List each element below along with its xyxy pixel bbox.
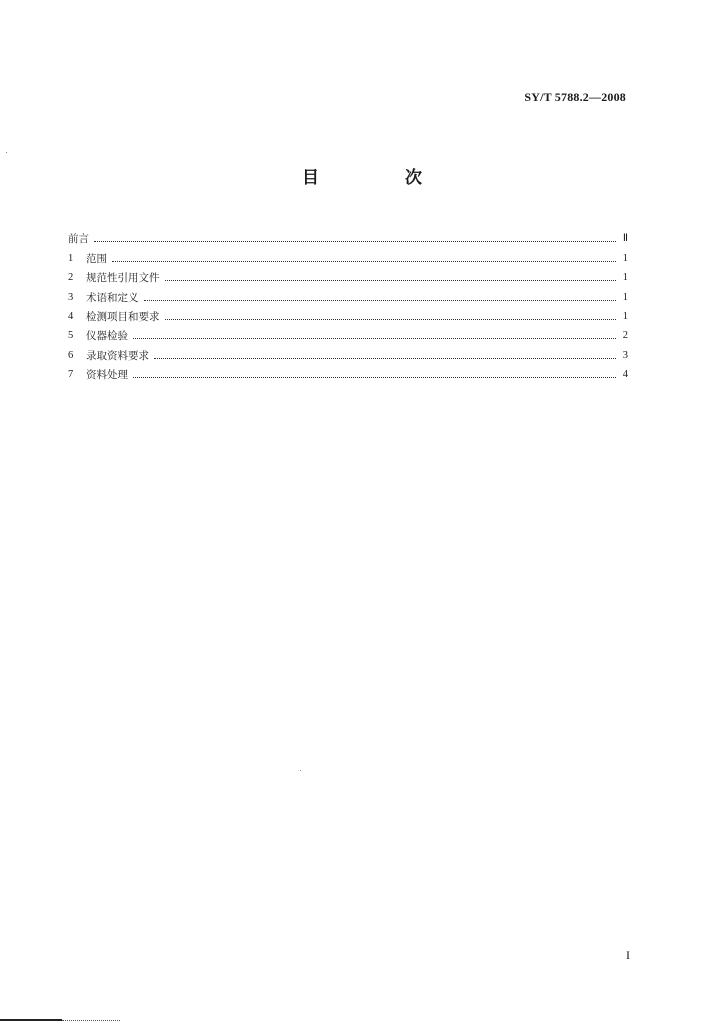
toc-entry-label: 规范性引用文件 <box>86 272 160 285</box>
toc-leader-dots <box>94 241 616 242</box>
toc-entry-label: 录取资料要求 <box>86 349 149 362</box>
toc-title: 目 次 <box>302 168 462 188</box>
toc-leader-dots <box>144 300 617 301</box>
toc-leader-dots <box>133 338 616 339</box>
toc-entry-label: 资料处理 <box>86 369 128 382</box>
toc-entry-number: 3 <box>68 291 74 303</box>
table-of-contents <box>68 226 628 381</box>
toc-entry-page: 1 <box>622 310 628 322</box>
toc-entry-7[interactable] <box>68 362 628 381</box>
toc-entry-number: 5 <box>68 330 74 342</box>
toc-entry-page: 1 <box>622 291 628 303</box>
scan-speck <box>6 152 7 153</box>
toc-entry-number: 1 <box>68 252 74 264</box>
toc-entry-page: 2 <box>622 330 628 342</box>
standard-code: SY/T 5788.2—2008 <box>524 90 626 104</box>
toc-leader-dots <box>112 261 616 262</box>
toc-entry-number: 6 <box>68 349 74 361</box>
toc-entry-3[interactable] <box>68 284 628 303</box>
toc-entry-label: 检测项目和要求 <box>86 310 160 323</box>
toc-entry-preface[interactable] <box>68 226 628 245</box>
toc-entry-page: 1 <box>622 272 628 284</box>
toc-entry-number: 2 <box>68 272 74 284</box>
toc-entry-number: 4 <box>68 310 74 322</box>
toc-leader-dots <box>154 358 616 359</box>
toc-entry-label: 范围 <box>86 252 107 265</box>
toc-leader-dots <box>165 319 617 320</box>
toc-entry-4[interactable] <box>68 304 628 323</box>
toc-entry-label: 前言 <box>68 233 89 246</box>
page-number: I <box>626 948 630 962</box>
toc-entry-page: Ⅱ <box>622 233 628 245</box>
toc-entry-2[interactable] <box>68 265 628 284</box>
toc-entry-page: 3 <box>622 349 628 361</box>
scan-speck <box>300 770 301 771</box>
toc-entry-number: 7 <box>68 369 74 381</box>
toc-entry-page: 1 <box>622 252 628 264</box>
scan-edge-dots <box>62 1020 120 1021</box>
toc-entry-page: 4 <box>622 369 628 381</box>
toc-entry-label: 术语和定义 <box>86 291 139 304</box>
toc-entry-5[interactable] <box>68 323 628 342</box>
scan-edge-line <box>0 1019 62 1021</box>
toc-leader-dots <box>133 377 616 378</box>
toc-leader-dots <box>165 280 617 281</box>
toc-entry-6[interactable] <box>68 342 628 361</box>
toc-entry-label: 仪器检验 <box>86 330 128 343</box>
toc-entry-1[interactable] <box>68 245 628 264</box>
